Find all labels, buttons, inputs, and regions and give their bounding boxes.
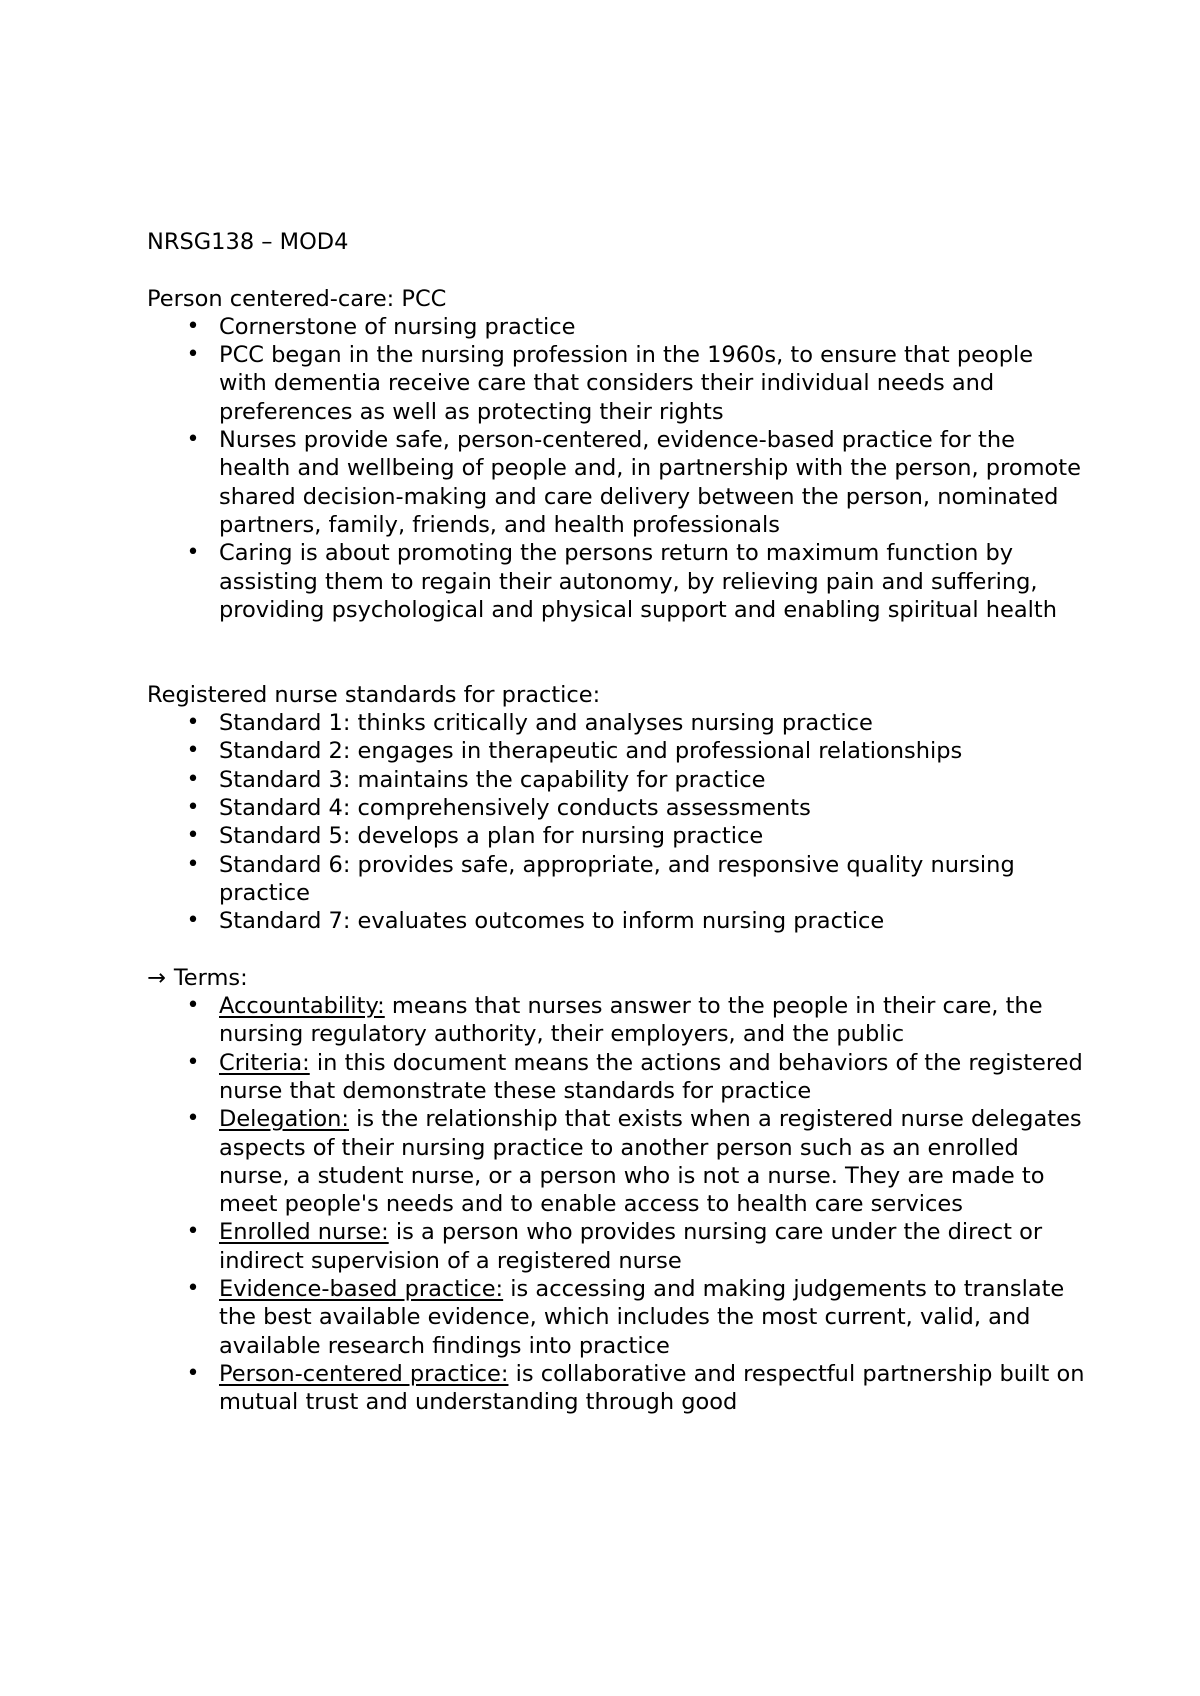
- term-definition: means that nurses answer to the people in their care, the nursing regulatory authority, their employers, and the public: [219, 993, 1043, 1048]
- terms-heading-line: [147, 964, 1087, 992]
- list-item-text: [219, 1275, 1087, 1360]
- term-definition: in this document means the actions and behaviors of the registered nurse that demonstrate these standards for practice: [219, 1049, 1083, 1104]
- bullet-icon: •: [186, 710, 200, 736]
- list-item-text: Standard 1: thinks critically and analyses nursing practice: [219, 710, 873, 737]
- bullet-icon: •: [186, 851, 200, 877]
- list-item: [147, 313, 1087, 341]
- term-definition: is a person who provides nursing care under the direct or indirect supervision of a registered nurse: [219, 1219, 1043, 1274]
- list-item-text: [219, 992, 1087, 1049]
- bullet-icon: •: [186, 1360, 200, 1386]
- list-item: [147, 766, 1087, 794]
- list-item-text: [219, 1360, 1087, 1417]
- terms-heading: Terms:: [173, 964, 248, 991]
- list-item-text: Standard 3: maintains the capability for practice: [219, 766, 766, 793]
- list-item-text: Caring is about promoting the persons return to maximum function by assisting them to regain their autonomy, by relieving pain and suffering, providing psychological and physical support and enabling spiritual health: [219, 540, 1057, 623]
- list-item: [147, 992, 1087, 1049]
- list-item-text: [219, 1049, 1087, 1106]
- bullet-icon: •: [186, 908, 200, 934]
- list-item-text: Nurses provide safe, person-centered, evidence-based practice for the health and wellbeing of people and, in partnership with the person, promote shared decision-making and care delivery between the person, nominated partners, family, friends, and health professionals: [219, 427, 1081, 538]
- spacer: [147, 624, 1087, 681]
- list-item-text: Standard 2: engages in therapeutic and professional relationships: [219, 738, 963, 765]
- list-item-text: PCC began in the nursing profession in the 1960s, to ensure that people with dementia receive care that considers their individual needs and preferences as well as protecting their rights: [219, 342, 1034, 425]
- list-item: [147, 851, 1087, 908]
- list-item: [147, 1105, 1087, 1218]
- list-item: [147, 907, 1087, 935]
- terms-list: [147, 992, 1087, 1416]
- bullet-icon: •: [186, 1275, 200, 1301]
- term-label: Criteria:: [219, 1049, 310, 1076]
- pcc-heading: Person centered-care: PCC: [147, 285, 447, 312]
- bullet-icon: •: [186, 540, 200, 566]
- list-item: [147, 341, 1087, 426]
- standards-heading: Registered nurse standards for practice:: [147, 681, 601, 708]
- term-label: Accountability:: [219, 993, 385, 1020]
- bullet-icon: •: [186, 794, 200, 820]
- list-item: [147, 1275, 1087, 1360]
- bullet-icon: •: [186, 427, 200, 453]
- bullet-icon: •: [186, 766, 200, 792]
- bullet-icon: •: [186, 993, 200, 1019]
- list-item-text: [219, 1105, 1087, 1218]
- standards-list: [147, 709, 1087, 935]
- list-item: [147, 1218, 1087, 1275]
- list-item-text: Standard 5: develops a plan for nursing practice: [219, 823, 764, 850]
- bullet-icon: •: [186, 738, 200, 764]
- list-item-text: [219, 1218, 1087, 1275]
- list-item: [147, 794, 1087, 822]
- term-label: Enrolled nurse:: [219, 1219, 389, 1246]
- document-title: NRSG138 – MOD4: [147, 229, 349, 255]
- list-item-text: Standard 4: comprehensively conducts assessments: [219, 794, 811, 821]
- arrow-right-icon: →: [147, 964, 166, 991]
- list-item: [147, 709, 1087, 737]
- bullet-icon: •: [186, 1106, 200, 1132]
- term-definition: is the relationship that exists when a registered nurse delegates aspects of their nursing practice to another person such as an enrolled nurse, a student nurse, or a person who is not a nurse. They are made to meet people's needs and to enable access to health care services: [219, 1106, 1082, 1218]
- list-item-text: Standard 6: provides safe, appropriate, and responsive quality nursing practice: [219, 851, 1015, 906]
- list-item: [147, 1360, 1087, 1417]
- spacer: [147, 935, 1087, 963]
- list-item: [147, 737, 1087, 765]
- term-label: Evidence-based practice:: [219, 1275, 504, 1302]
- list-item: [147, 822, 1087, 850]
- term-definition: is accessing and making judgements to translate the best available evidence, which includes the most current, valid, and available research findings into practice: [219, 1275, 1065, 1359]
- list-item: [147, 426, 1087, 539]
- bullet-icon: •: [186, 823, 200, 849]
- pcc-list: [147, 313, 1087, 624]
- bullet-icon: •: [186, 1219, 200, 1245]
- bullet-icon: •: [186, 313, 200, 339]
- term-label: Delegation:: [219, 1106, 350, 1133]
- term-label: Person-centered practice:: [219, 1360, 509, 1387]
- list-item-text: Standard 7: evaluates outcomes to inform nursing practice: [219, 908, 885, 935]
- bullet-icon: •: [186, 1049, 200, 1075]
- list-item-text: Cornerstone of nursing practice: [219, 313, 576, 340]
- spacer: [147, 256, 1087, 284]
- list-item: [147, 1049, 1087, 1106]
- list-item: [147, 539, 1087, 624]
- document-page: [147, 228, 1087, 1416]
- bullet-icon: •: [186, 342, 200, 368]
- term-definition: is collaborative and respectful partnership built on mutual trust and understanding through good: [219, 1360, 1085, 1416]
